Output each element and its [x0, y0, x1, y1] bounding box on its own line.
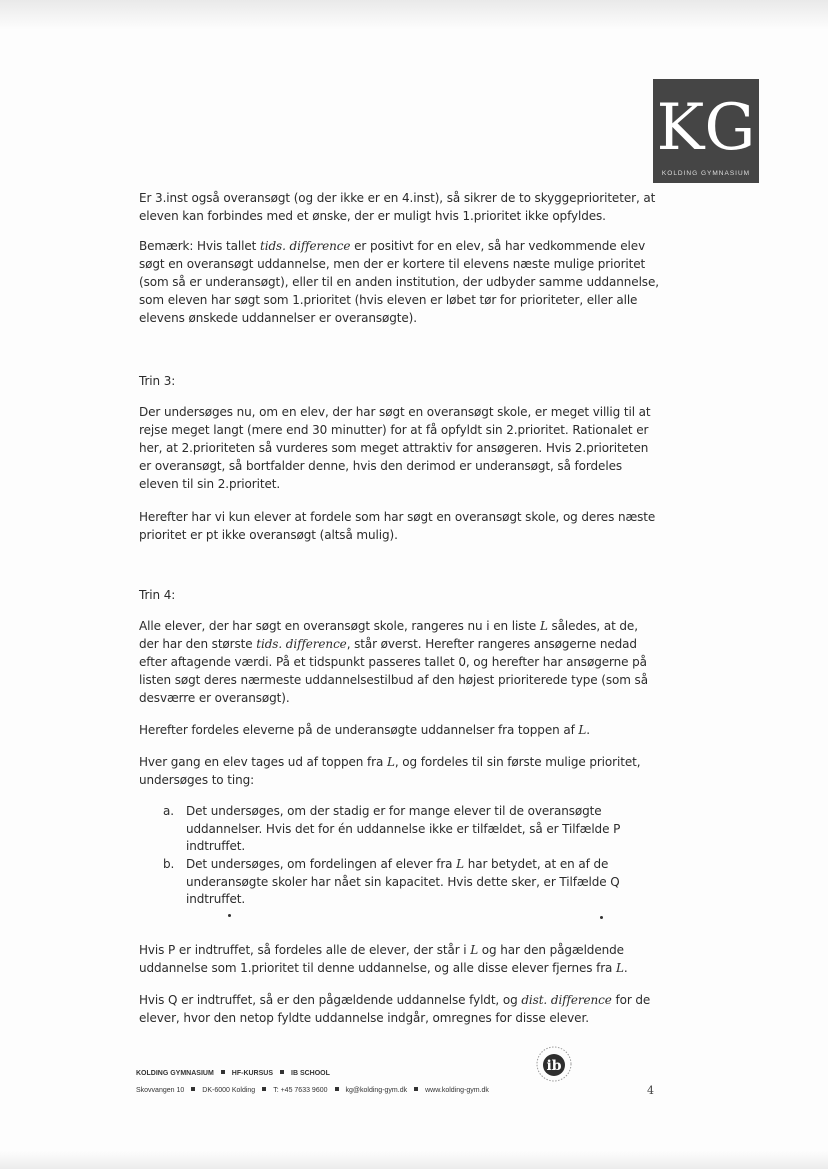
paragraph-case-q: Hvis Q er indtruffet, så er den pågældende uddannelse fyldt, og dist. difference for de elever, hvor den netop fyldte uddannelse indgår, omregnes for disse elever. [139, 993, 651, 1025]
paragraph-remaining: Herefter har vi kun elever at fordele som har søgt en overansøgt skole, og deres næste prioritet er pt ikke overansøgt (altså mulig). [139, 510, 656, 542]
stray-dot [600, 916, 603, 919]
paragraph-case-p: Hvis P er indtruffet, så fordeles alle de elever, der står i L og har den pågældende uddannelse som 1.prioritet til denne uddannelse, og alle disse elever fjernes fra L. [139, 943, 628, 975]
logo-letters: KG [656, 91, 756, 165]
kolding-gymnasium-logo [653, 79, 759, 183]
paragraph-text: Er 3.inst også overansøgt (og der ikke er en 4.inst), så sikrer de to skyggeprioriteter, at eleven kan forbindes med et ønske, der er muligt hvis 1.prioritet ikke opfyldes. [139, 191, 656, 223]
logo-tagline: KOLDING GYMNASIUM [661, 170, 751, 177]
svg-text:ib: ib [546, 1058, 562, 1074]
page-number: 4 [647, 1084, 654, 1097]
heading-trin-4: Trin 4: [139, 588, 176, 602]
list-item-a: a. Det undersøges, om der stadig er for mange elever til de overansøgte uddannelser. Hvis det for én uddannelse ikke er tilfældet, så er Tilfælde P indtruffet. [163, 804, 621, 853]
paragraph-text: Bemærk: Hvis tallet tids. difference er positivt for en elev, så har vedkommende elev søgt en overansøgt uddannelse, men der er kortere til elevens næste mulige prioritet (som så er underansøgt), eller til en anden institution, der udbyder samme uddannelse, som eleven har søgt som 1.prioritet (hvis eleven er løbet tør for prioriteter, eller alle elevens ønskede uddannelser er overansøgte). [139, 239, 659, 325]
scan-edge-top [0, 0, 828, 30]
paragraph-trin-3: Der undersøges nu, om en elev, der har søgt en overansøgt skole, er meget villig til at rejse meget langt (mere end 30 minutter) for at få opfyldt sin 2.prioritet. Rationalet er her, at 2.prioriteten så vurderes som meget attraktiv for ansøgeren. Hvis 2.prioriteten er overansøgt, så bortfalder denne, hvis den derimod er underansøgt, så fordeles eleven til sin 2.prioritet. [139, 405, 651, 491]
paragraph-trin-4: Alle elever, der har søgt en overansøgt skole, rangeres nu i en liste L således, at de, der har den største tids. difference, står øverst. Herefter rangeres ansøgerne nedad efter aftagende værdi. På et tidspunkt passeres tallet 0, og herefter har ansøgerne på listen søgt deres nærmeste uddannelsestilbud af den højest prioriterede type (som så desværre er overansøgt). [139, 619, 648, 705]
scan-edge-bottom [0, 1151, 828, 1169]
paragraph-note [139, 237, 661, 327]
heading-trin-3: Trin 3: [139, 374, 176, 388]
footer-line-2: Skovvangen 10 DK-6000 Kolding T: +45 7633 9600 kg@kolding-gym.dk www.kolding-gym.dk [136, 1087, 489, 1094]
stray-dot [228, 914, 231, 917]
paragraph-shadow-priorities [139, 189, 661, 225]
ib-school-logo [535, 1045, 573, 1083]
paragraph-two-checks: Hver gang en elev tages ud af toppen fra L, og fordeles til sin første mulige prioritet, undersøges to ting: [139, 755, 641, 787]
paragraph-distribution: Herefter fordeles eleverne på de underansøgte uddannelser fra toppen af L. [139, 723, 591, 737]
list-item-b: b. Det undersøges, om fordelingen af elever fra L har betydet, at en af de underansøgte skoler har nået sin kapacitet. Hvis dette sker, er Tilfælde Q indtruffet. [163, 857, 620, 906]
footer-line-1: KOLDING GYMNASIUM HF-KURSUS IB SCHOOL [136, 1070, 330, 1077]
